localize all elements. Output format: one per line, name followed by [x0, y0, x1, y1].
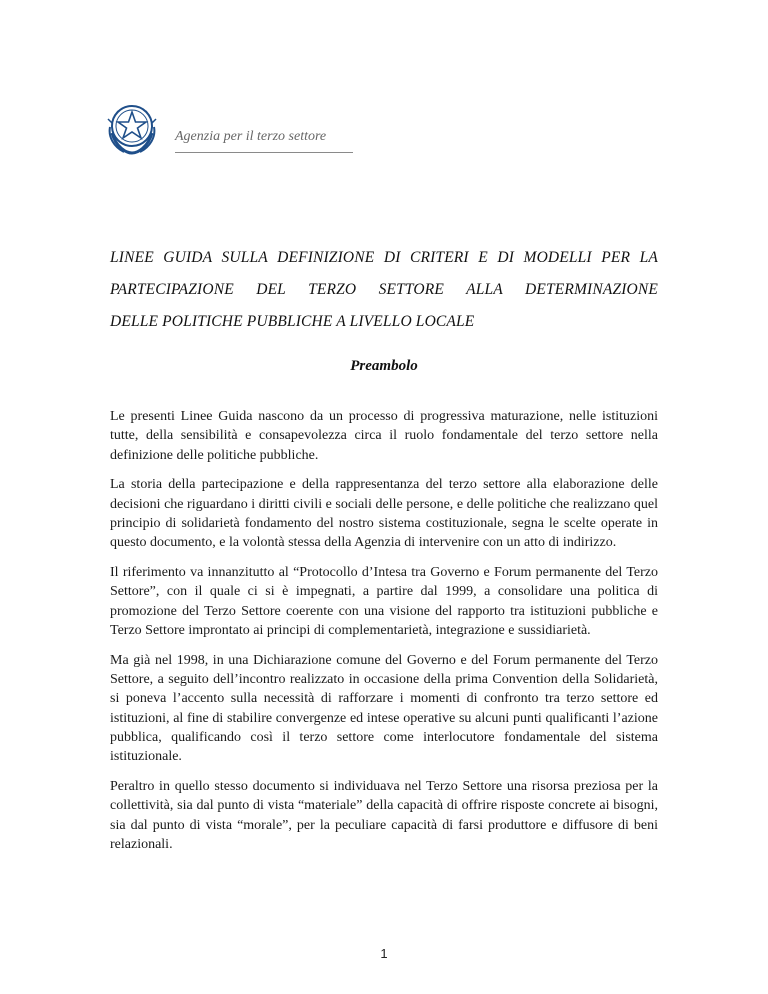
document-body — [110, 407, 658, 865]
document-title — [110, 242, 658, 338]
document-title-line: LINEE GUIDA SULLA DEFINIZIONE DI CRITERI E DI MODELLI PER LA — [110, 249, 658, 266]
agency-name: Agenzia per il terzo settore — [175, 129, 327, 144]
body-paragraph: Le presenti Linee Guida nascono da un processo di progressiva maturazione, nelle istituzioni tutte, della sensibilità e consapevolezza circa il ruolo fondamentale del terzo settore nella definizione delle politiche pubbliche. — [110, 409, 658, 463]
header-divider — [175, 152, 353, 153]
body-paragraph: Peraltro in quello stesso documento si individuava nel Terzo Settore una risorsa preziosa per la collettività, sia dal punto di vista “materiale” della capacità di offrire risposte concrete ai bisogni, sia dal punto di vista “morale”, per la peculiare capacità di farsi produttore e diffusore di beni relazionali. — [110, 779, 658, 852]
document-title-line: DELLE POLITICHE PUBBLICHE A LIVELLO LOCALE — [110, 313, 475, 330]
body-paragraph: La storia della partecipazione e della rappresentanza del terzo settore alla elaborazione delle decisioni che riguardano i diritti civili e sociali delle persone, e delle politiche che realizzano quel principio di solidarietà fondamento del nostro sistema costituzionale, segna le scelte operate in questo documento, e la volontà stessa della Agenzia di intervenire con un atto di indirizzo. — [110, 477, 658, 551]
italian-republic-emblem-icon — [102, 97, 162, 157]
section-heading: Preambolo — [350, 358, 418, 374]
page-number: 1 — [380, 946, 388, 961]
document-title-line: PARTECIPAZIONE DEL TERZO SETTORE ALLA DETERMINAZIONE — [110, 281, 658, 298]
body-paragraph: Ma già nel 1998, in una Dichiarazione comune del Governo e del Forum permanente del Terzo Settore, a seguito dell’incontro realizzato in occasione della prima Convention della Solidarietà, si poneva l’accento sulla necessità di rafforzare i momenti di confronto tra terzo settore ed istituzioni, al fine di stabilire convergenze ed intese operative su alcuni punti qualificanti l’azione pubblica, qualificando così il terzo settore come interlocutore fondamentale del sistema istituzionale. — [110, 652, 658, 765]
body-paragraph: Il riferimento va innanzitutto al “Protocollo d’Intesa tra Governo e Forum permanente del Terzo Settore”, con il quale ci si è impegnati, a partire dal 1999, a consolidare una politica di promozione del Terzo Settore coerente con una visione del rapporto tra istituzioni pubbliche e Terzo Settore improntato ai principi di complementarietà, integrazione e sussidiarietà. — [110, 565, 658, 638]
letterhead — [102, 97, 362, 159]
